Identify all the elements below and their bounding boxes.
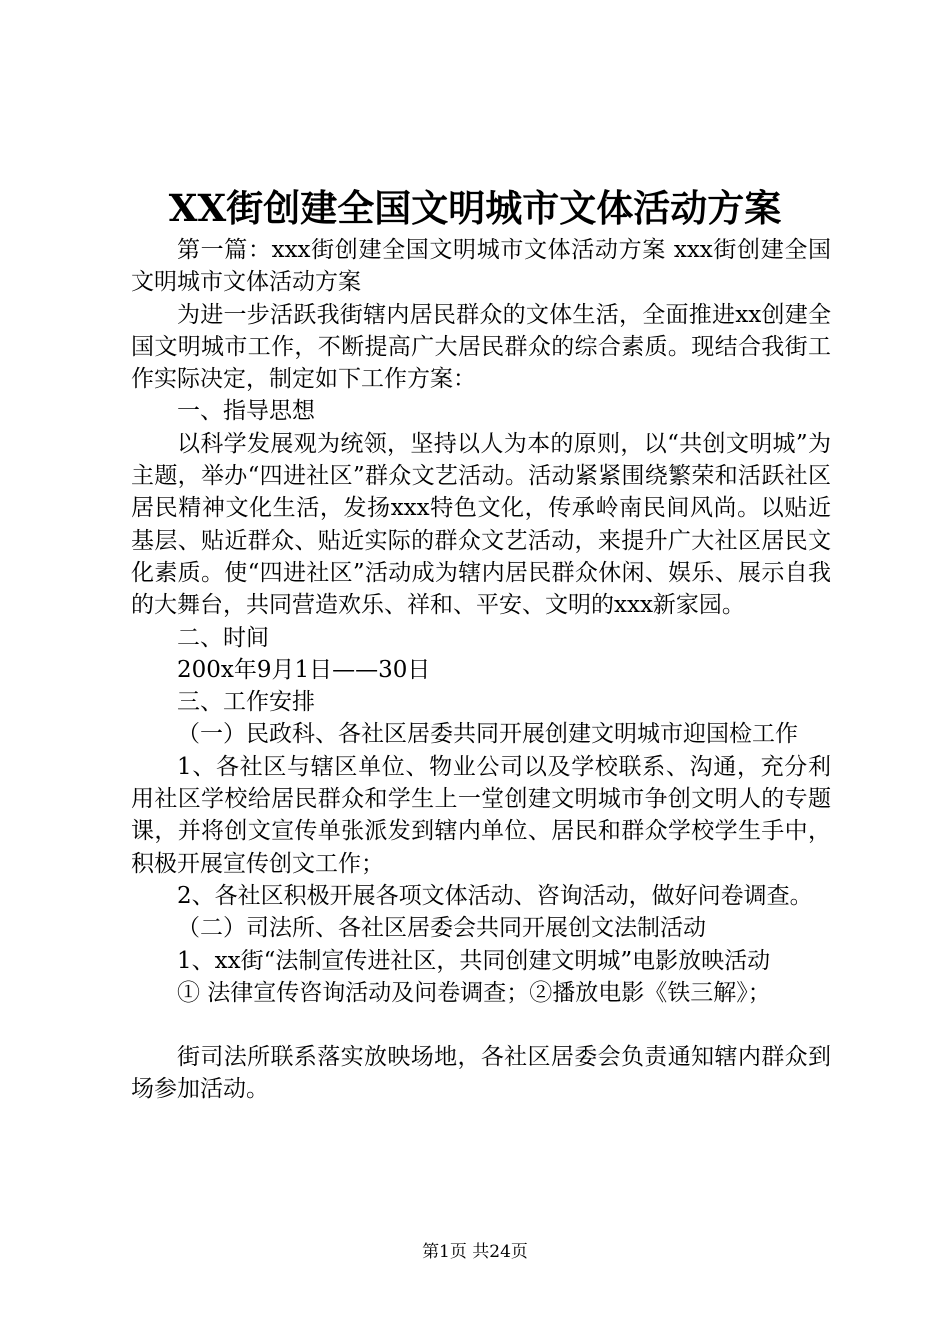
paragraph-activity-list: ① 法律宣传咨询活动及问卷调查；②播放电影《铁三解》； [177,979,771,1006]
paragraph-guiding-thought: 以科学发展观为统领，坚持以人为本的原则，以“共创文明城”为主题，举办“四进社区”群众文艺活动。活动紧紧围绕繁荣和活跃社区居民精神文化生活，发扬xxx特色文化，传承岭南民间风尚。以贴近基层、贴近群众、贴近实际的群众文艺活动，来提升广大社区居民文化素质。使“四进社区”活动成为辖内居民群众休闲、娱乐、展示自我的大舞台，共同营造欢乐、祥和、平安、文明的xxx新家园。 [131,430,831,619]
subheading-judicial: （二）司法所、各社区居委会共同开展创文法制活动 [177,915,706,942]
document-title: XX街创建全国文明城市文体活动方案 [168,186,782,230]
section-heading-guiding-thought: 一、指导思想 [177,398,315,425]
section-heading-time: 二、时间 [177,624,269,651]
paragraph-intro: 第一篇：xxx街创建全国文明城市文体活动方案 xxx街创建全国文明城市文体活动方案 [131,237,831,296]
paragraph-item-1: 1、各社区与辖区单位、物业公司以及学校联系、沟通，充分利用社区学校给居民群众和学生上一堂创建文明城市争创文明人的专题课，并将创文宣传单张派发到辖内单位、居民和群众学校学生手中，积极开展宣传创文工作； [131,753,831,877]
paragraph-item-2: 2、各社区积极开展各项文体活动、咨询活动，做好问卷调查。 [177,882,813,909]
paragraph-time: 200x年9月1日——30日 [177,656,431,683]
section-heading-arrangement: 三、工作安排 [177,689,315,716]
document-body [131,234,831,1106]
page-number: 第1页 共24页 [422,1242,528,1262]
paragraph-venue: 街司法所联系落实放映场地，各社区居委会负责通知辖内群众到场参加活动。 [131,1044,831,1103]
subheading-civil-affairs: （一）民政科、各社区居委共同开展创建文明城市迎国检工作 [177,721,798,748]
paragraph-purpose: 为进一步活跃我街辖内居民群众的文体生活，全面推进xx创建全国文明城市工作，不断提高广大居民群众的综合素质。现结合我街工作实际决定，制定如下工作方案： [131,301,831,393]
paragraph-film-activity: 1、xx街“法制宣传进社区，共同创建文明城”电影放映活动 [177,947,771,974]
